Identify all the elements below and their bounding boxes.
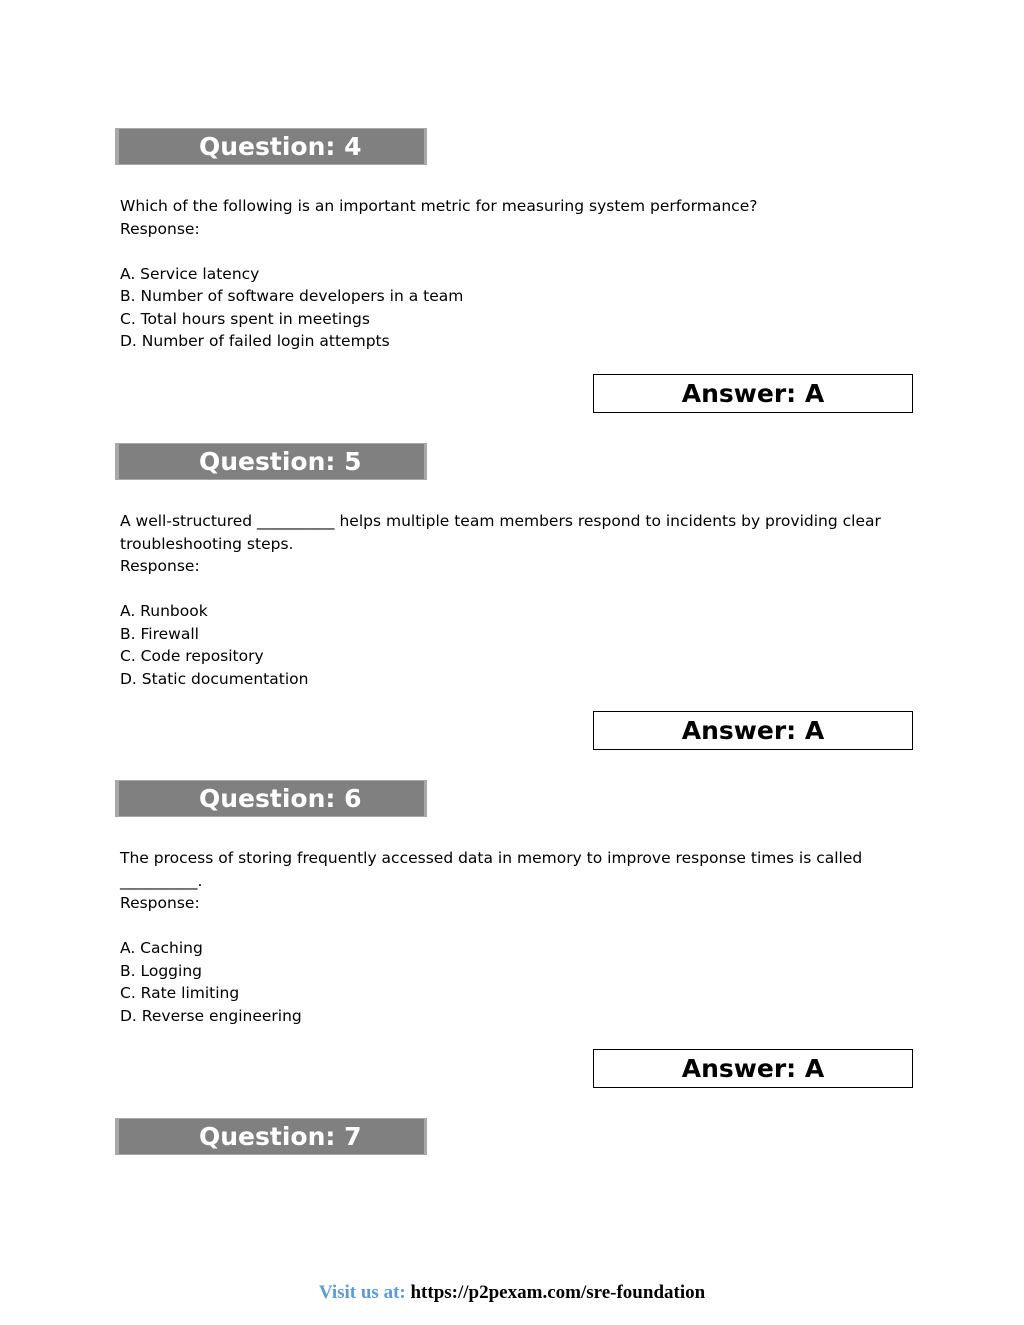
- question-5-body: [120, 510, 900, 690]
- question-text: The process of storing frequently accessed data in memory to improve response times is called: [120, 849, 863, 867]
- question-5-answer-box: Answer: A: [593, 711, 913, 750]
- option-d: D. Static documentation: [120, 669, 309, 688]
- option-b: B. Firewall: [120, 624, 199, 643]
- question-6-header: Question: 6: [115, 780, 427, 817]
- option-b: B. Number of software developers in a team: [120, 287, 464, 305]
- question-4-answer-box: Answer: A: [593, 374, 913, 413]
- option-a: A. Runbook: [120, 602, 208, 620]
- response-label: Response:: [120, 557, 200, 575]
- response-label: Response:: [120, 894, 200, 912]
- question-4-body: [120, 195, 900, 353]
- question-text-continued: __________.: [120, 871, 203, 890]
- footer: [0, 1280, 1024, 1306]
- option-c: C. Rate limiting: [120, 984, 240, 1002]
- footer-url-link[interactable]: https://p2pexam.com/sre-foundation: [410, 1282, 706, 1303]
- option-c: C. Total hours spent in meetings: [120, 309, 370, 328]
- option-d: D. Reverse engineering: [120, 1006, 302, 1025]
- option-b: B. Logging: [120, 961, 202, 980]
- question-6-answer-box: Answer: A: [593, 1049, 913, 1088]
- question-4-header: Question: 4: [115, 128, 427, 165]
- question-5-header: Question: 5: [115, 443, 427, 480]
- question-7-header: Question: 7: [115, 1118, 427, 1155]
- question-text-continued: troubleshooting steps.: [120, 534, 294, 553]
- question-text: A well-structured __________ helps multiple team members respond to incidents by providing clear: [120, 512, 881, 530]
- option-a: A. Service latency: [120, 264, 260, 283]
- question-text: Which of the following is an important metric for measuring system performance?: [120, 197, 758, 215]
- footer-visit-label: Visit us at:: [318, 1282, 406, 1303]
- option-a: A. Caching: [120, 939, 203, 957]
- option-c: C. Code repository: [120, 647, 264, 665]
- option-d: D. Number of failed login attempts: [120, 332, 390, 350]
- response-label: Response:: [120, 219, 200, 238]
- question-6-body: [120, 847, 900, 1027]
